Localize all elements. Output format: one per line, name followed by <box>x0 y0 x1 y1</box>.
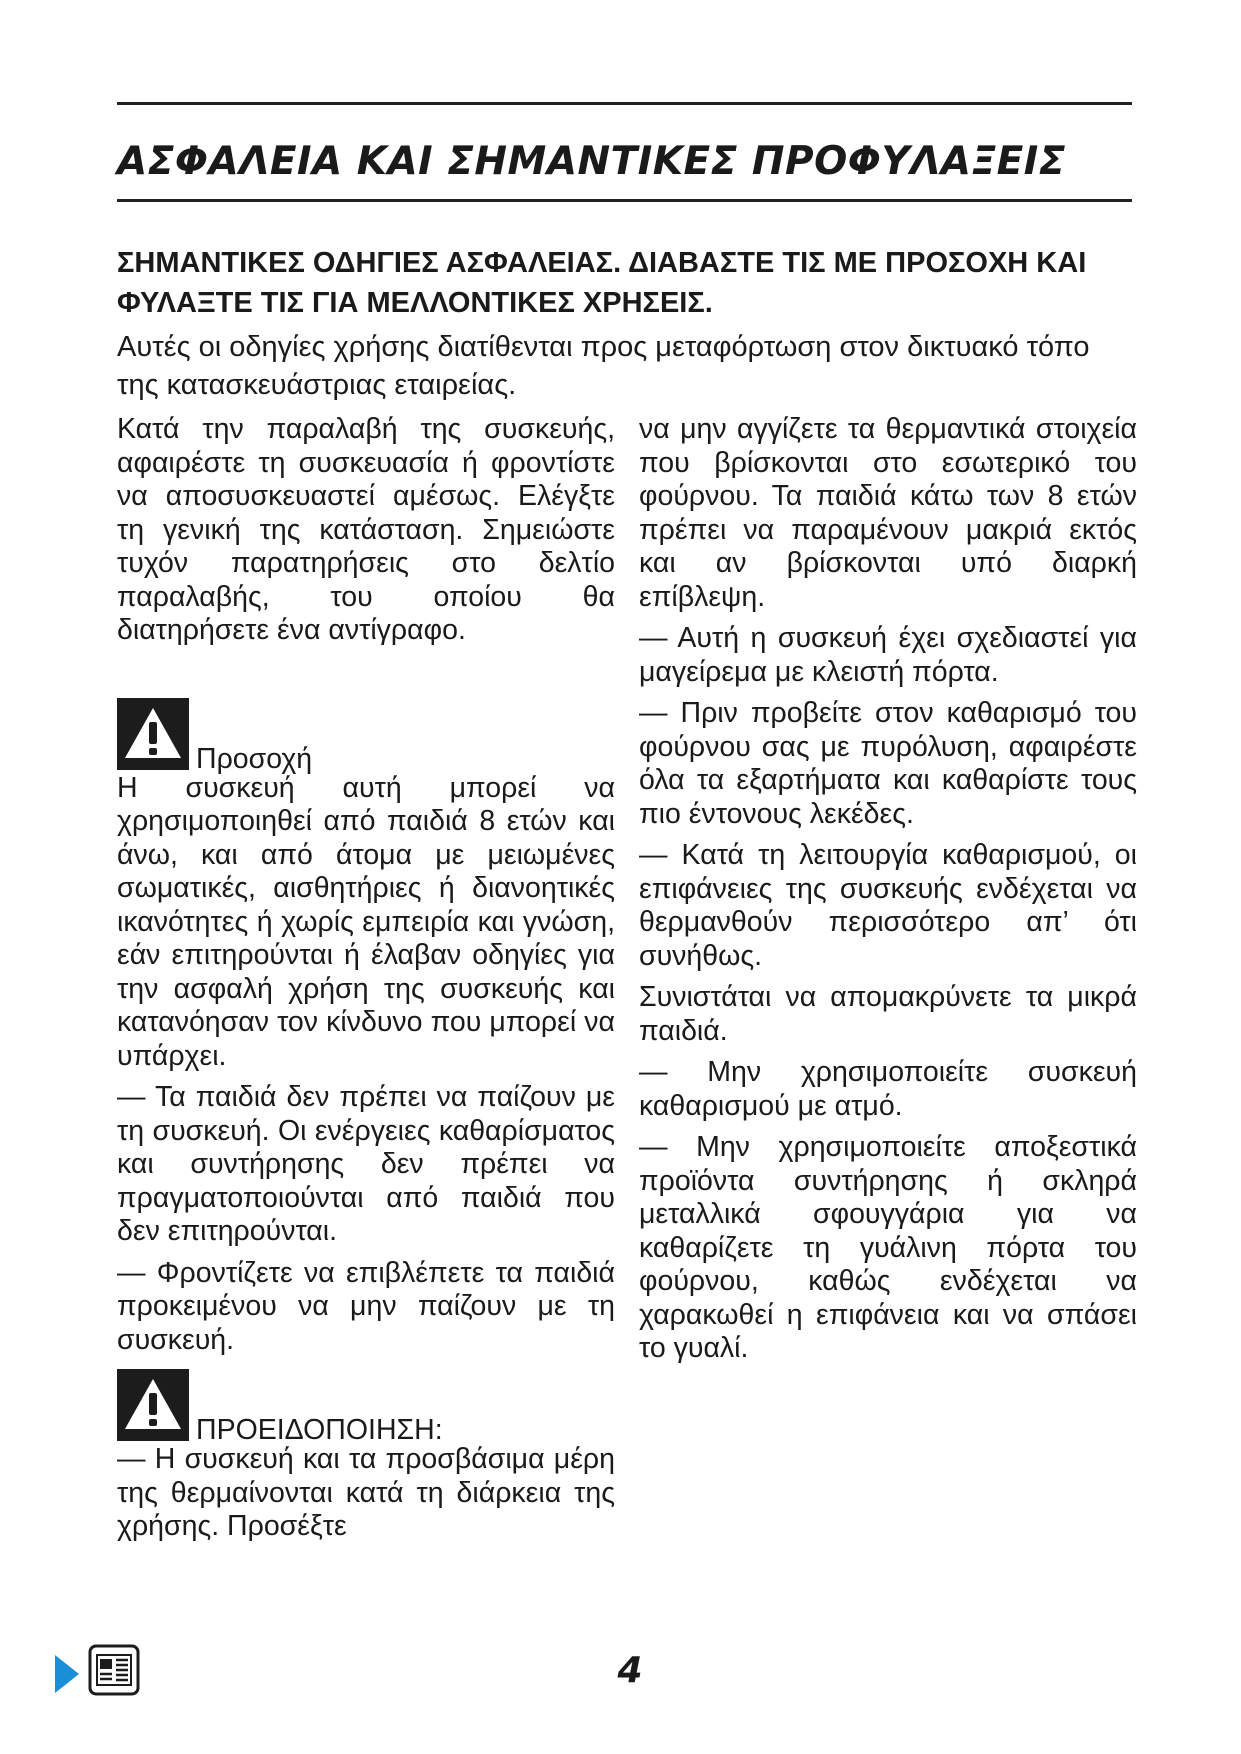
caution-block <box>117 698 615 775</box>
paragraph-children-use: Η συσκευή αυτή μπορεί να χρησιμοποιηθεί από παιδιά 8 ετών και άνω, και από άτομα με μειωμένες σωματικές, αισθητήριες ή διανοητικές ικανότητες ή χωρίς εμπειρία και γνώση, εάν επιτηρούνται ή έλαβαν οδηγίες για την ασφαλή χρήση της συσκευής και κατανόησαν τον κίνδυνο που μπορεί να υπάρχει. <box>117 771 615 1072</box>
paragraph-no-abrasives: — Μην χρησιμοποιείτε αποξεστικά προϊόντα συντήρησης ή σκληρά μεταλλικά σφουγγάρια για να καθαρίζετε τη γυάλινη πόρτα του φούρνου, καθώς ενδέχεται να χαρακωθεί η επιφάνεια και να σπάσει το γυαλί. <box>639 1131 1137 1364</box>
paragraph-receipt: Κατά την παραλαβή της συσκευής, αφαιρέστε τη συσκευασία ή φροντίστε να αποσυσκευαστεί αμέσως. Ελέγξτε τη γενική της κατάσταση. Σημειώστε τυχόν παρατηρήσεις στο δελτίο παραλαβής, του οποίου θα διατηρήσετε ένα αντίγραφο. <box>117 413 615 646</box>
paragraph-cleaning-heat: — Κατά τη λειτουργία καθαρισμού, οι επιφάνειες της συσκευής ενδέχεται να θερμανθούν περισσότερο απ’ ότι συνήθως. <box>639 839 1137 972</box>
table-of-contents-icon[interactable] <box>88 1644 140 1696</box>
page-title: ΑΣΦΑΛΕΙΑ ΚΑΙ ΣΗΜΑΝΤΙΚΕΣ ΠΡΟΦΥΛΑΞΕΙΣ <box>117 139 1066 184</box>
play-arrow-icon[interactable] <box>55 1655 79 1693</box>
left-column <box>117 413 615 1552</box>
title-rule <box>117 199 1132 202</box>
intro-paragraph: Αυτές οι οδηγίες χρήσης διατίθενται προς μεταφόρτωση στον δικτυακό τόπο της κατασκευάστριας εταιρείας. <box>117 331 1090 401</box>
caution-label: Προσοχή <box>196 742 313 775</box>
paragraph-pyrolysis: — Πριν προβείτε στον καθαρισμό του φούρνου σας με πυρόλυση, αφαιρέστε όλα τα εξαρτήματα και καθαρίστε τους πιο έντονους λεκέδες. <box>639 697 1137 830</box>
warning-triangle-icon <box>117 1369 189 1441</box>
paragraph-heating-elements: να μην αγγίζετε τα θερμαντικά στοιχεία που βρίσκονται στο εσωτερικό του φούρνου. Τα παιδιά κάτω των 8 ετών πρέπει να παραμένουν μακριά εκτός και αν βρίσκονται υπό διαρκή επίβλεψη. <box>639 413 1137 613</box>
page-number: 4 <box>617 1650 643 1691</box>
warning-label: ΠΡΟΕΙΔΟΠΟΙΗΣΗ: <box>196 1414 443 1446</box>
warning-block <box>117 1369 615 1446</box>
right-column <box>639 413 1137 1374</box>
paragraph-hot-parts: — Η συσκευή και τα προσβάσιμα μέρη της θερμαίνονται κατά τη διάρκεια της χρήσης. Προσέξτε <box>117 1443 615 1542</box>
paragraph-keep-children-away: Συνιστάται να απομακρύνετε τα μικρά παιδιά. <box>639 981 1137 1047</box>
paragraph-children-play: — Τα παιδιά δεν πρέπει να παίζουν με τη συσκευή. Οι ενέργειες καθαρίσματος και συντήρησης δεν πρέπει να πραγματοποιούνται από παιδιά που δεν επιτηρούνται. <box>117 1081 615 1247</box>
section-subheading: ΣΗΜΑΝΤΙΚΕΣ ΟΔΗΓΙΕΣ ΑΣΦΑΛΕΙΑΣ. ΔΙΑΒΑΣΤΕ ΤΙΣ ΜΕ ΠΡΟΣΟΧΗ ΚΑΙ ΦΥΛΑΞΤΕ ΤΙΣ ΓΙΑ ΜΕΛΛΟΝΤΙΚΕΣ ΧΡΗΣΕΙΣ. <box>117 247 1087 319</box>
paragraph-closed-door: — Αυτή η συσκευή έχει σχεδιαστεί για μαγείρεμα με κλειστή πόρτα. <box>639 622 1137 688</box>
paragraph-no-steam: — Μην χρησιμοποιείτε συσκευή καθαρισμού με ατμό. <box>639 1056 1137 1122</box>
paragraph-supervise: — Φροντίζετε να επιβλέπετε τα παιδιά προκειμένου να μην παίζουν με τη συσκευή. <box>117 1256 615 1356</box>
top-rule <box>117 102 1132 105</box>
warning-triangle-icon <box>117 698 189 770</box>
